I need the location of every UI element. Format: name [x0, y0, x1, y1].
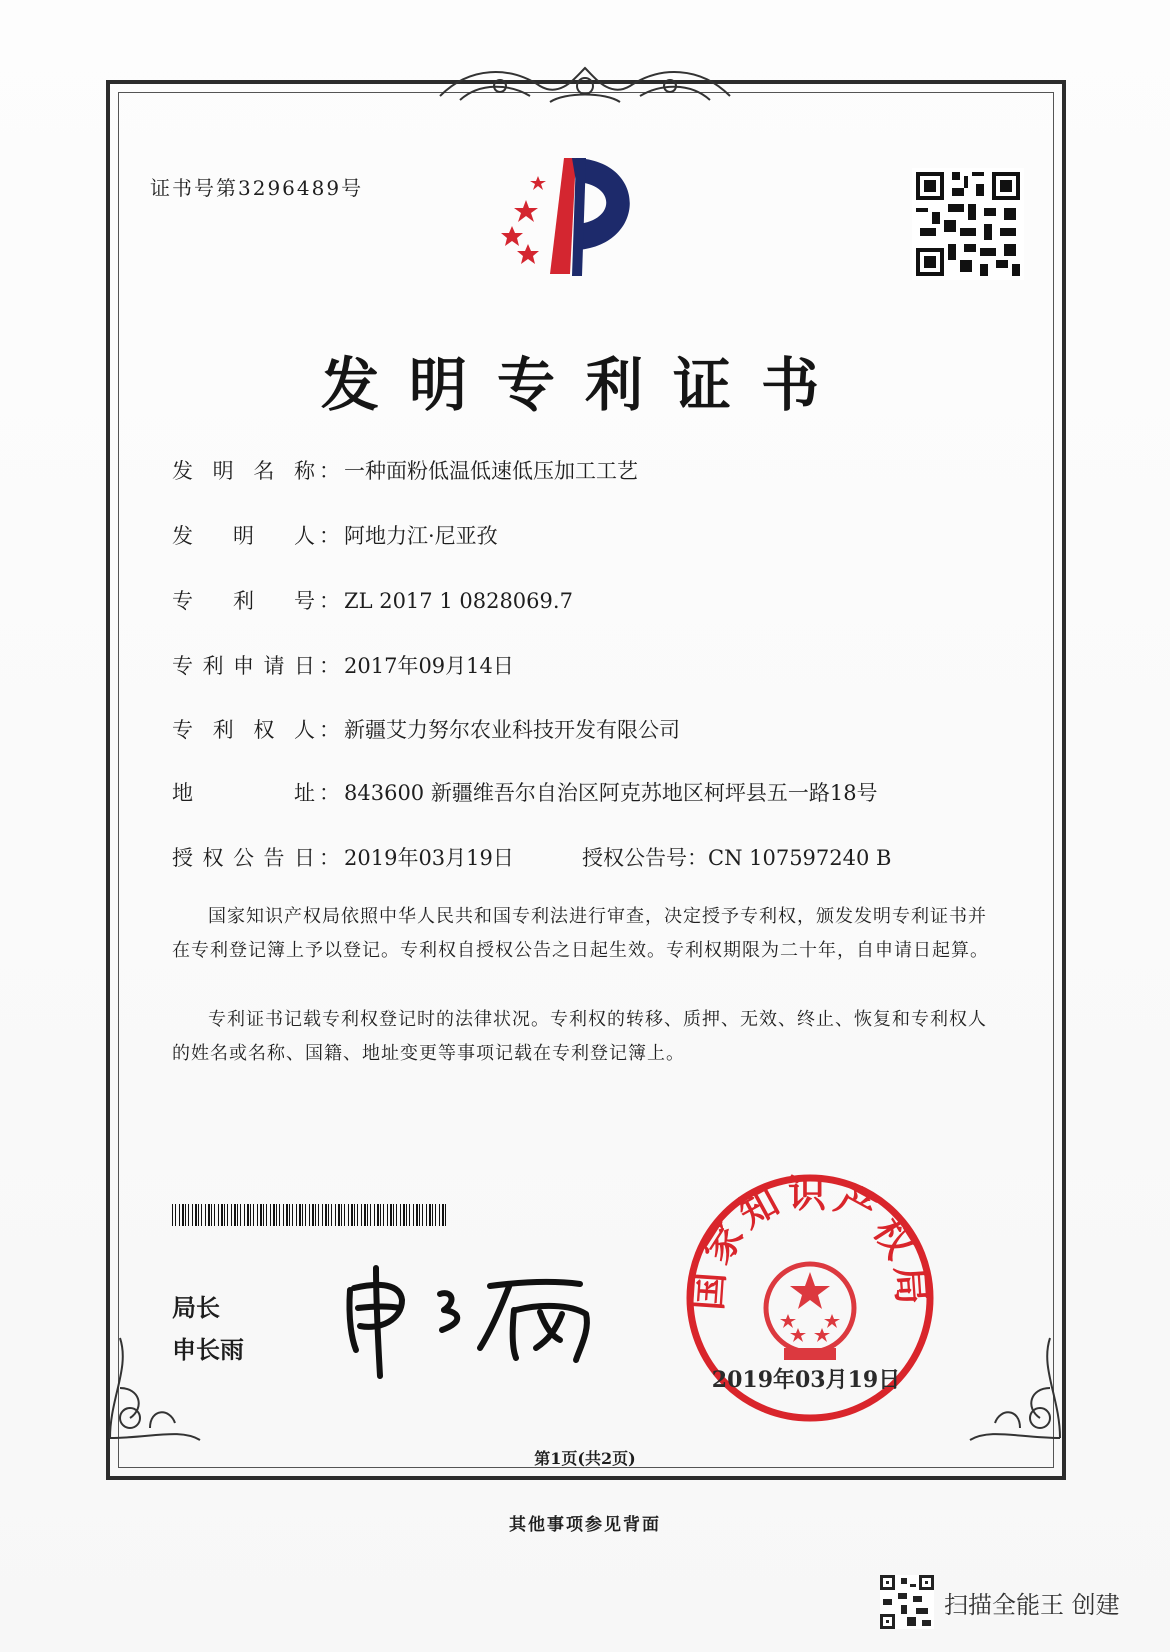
field-announcement-number: 授权公告号：CN 107597240 B: [582, 846, 892, 870]
field-label: 发明名称: [172, 459, 315, 483]
director-name: 申长雨: [172, 1336, 244, 1364]
legal-paragraph-2: 专利证书记载专利权登记时的法律状况。专利权的转移、质押、无效、终止、恢复和专利权人的姓名或名称、国籍、地址变更等事项记载在专利登记簿上。: [172, 1009, 987, 1064]
field-label: 专利号: [172, 589, 315, 613]
field-value: ZL 2017 1 0828069.7: [344, 589, 573, 613]
certificate-title: 发明专利证书: [320, 351, 849, 419]
certificate-number: 证书号第3296489号: [150, 176, 364, 200]
field-address: 地址 ： 843600 新疆维吾尔自治区阿克苏地区柯坪县五一路18号: [172, 777, 878, 807]
scanner-watermark: [880, 1574, 1120, 1630]
field-invention-name: 发明名称 ： 一种面粉低温低速低压加工工艺: [172, 455, 638, 485]
field-patentee: 专利权人 ： 新疆艾力努尔农业科技开发有限公司: [172, 714, 680, 744]
field-value: 新疆艾力努尔农业科技开发有限公司: [344, 718, 680, 742]
field-application-date: 专利申请日 ： 2017年09月14日: [172, 650, 514, 680]
footer-note: 其他事项参见背面: [509, 1515, 661, 1535]
field-label: 专利权人: [172, 718, 315, 742]
field-value: 2019年03月19日: [344, 846, 514, 870]
signature-icon: [340, 1260, 600, 1380]
seal-date: 2019年03月19日: [711, 1367, 901, 1393]
barcode-icon: [172, 1204, 450, 1226]
field-label: 专利申请日: [172, 654, 315, 678]
field-label: 授权公告日: [172, 846, 315, 870]
scanner-watermark-text: 扫描全能王 创建: [944, 1590, 1120, 1619]
field-value: 2017年09月14日: [344, 654, 514, 678]
field-inventor: 发明人 ： 阿地力江·尼亚孜: [172, 520, 498, 550]
qr-code-icon: [912, 168, 1024, 280]
bottom-right-ornament: [960, 1328, 1070, 1448]
field-value: 阿地力江·尼亚孜: [344, 524, 498, 548]
field-label: 发明人: [172, 524, 315, 548]
patent-emblem-icon: [498, 152, 688, 292]
seal-text: 国家知识产权局: [685, 1172, 935, 1312]
field-value: 一种面粉低温低速低压加工工艺: [344, 459, 638, 483]
field-label: 授权公告号: [582, 846, 687, 870]
field-label: 地址: [172, 781, 315, 805]
page-number: 第1页(共2页): [534, 1449, 636, 1468]
field-value: CN 107597240 B: [708, 846, 892, 870]
field-announcement-date: 授权公告日 ： 2019年03月19日: [172, 842, 514, 872]
legal-paragraph-1: 国家知识产权局依照中华人民共和国专利法进行审查，决定授予专利权，颁发发明专利证书并在专利登记簿上予以登记。专利权自授权公告之日起生效。专利权期限为二十年，自申请日起算。: [172, 906, 989, 961]
field-patent-number: 专利号 ： ZL 2017 1 0828069.7: [172, 585, 573, 615]
director-title: 局长: [172, 1294, 220, 1322]
top-ornament: [430, 56, 740, 112]
qr-code-icon: [880, 1575, 934, 1629]
field-value: 843600 新疆维吾尔自治区阿克苏地区柯坪县五一路18号: [344, 781, 878, 805]
